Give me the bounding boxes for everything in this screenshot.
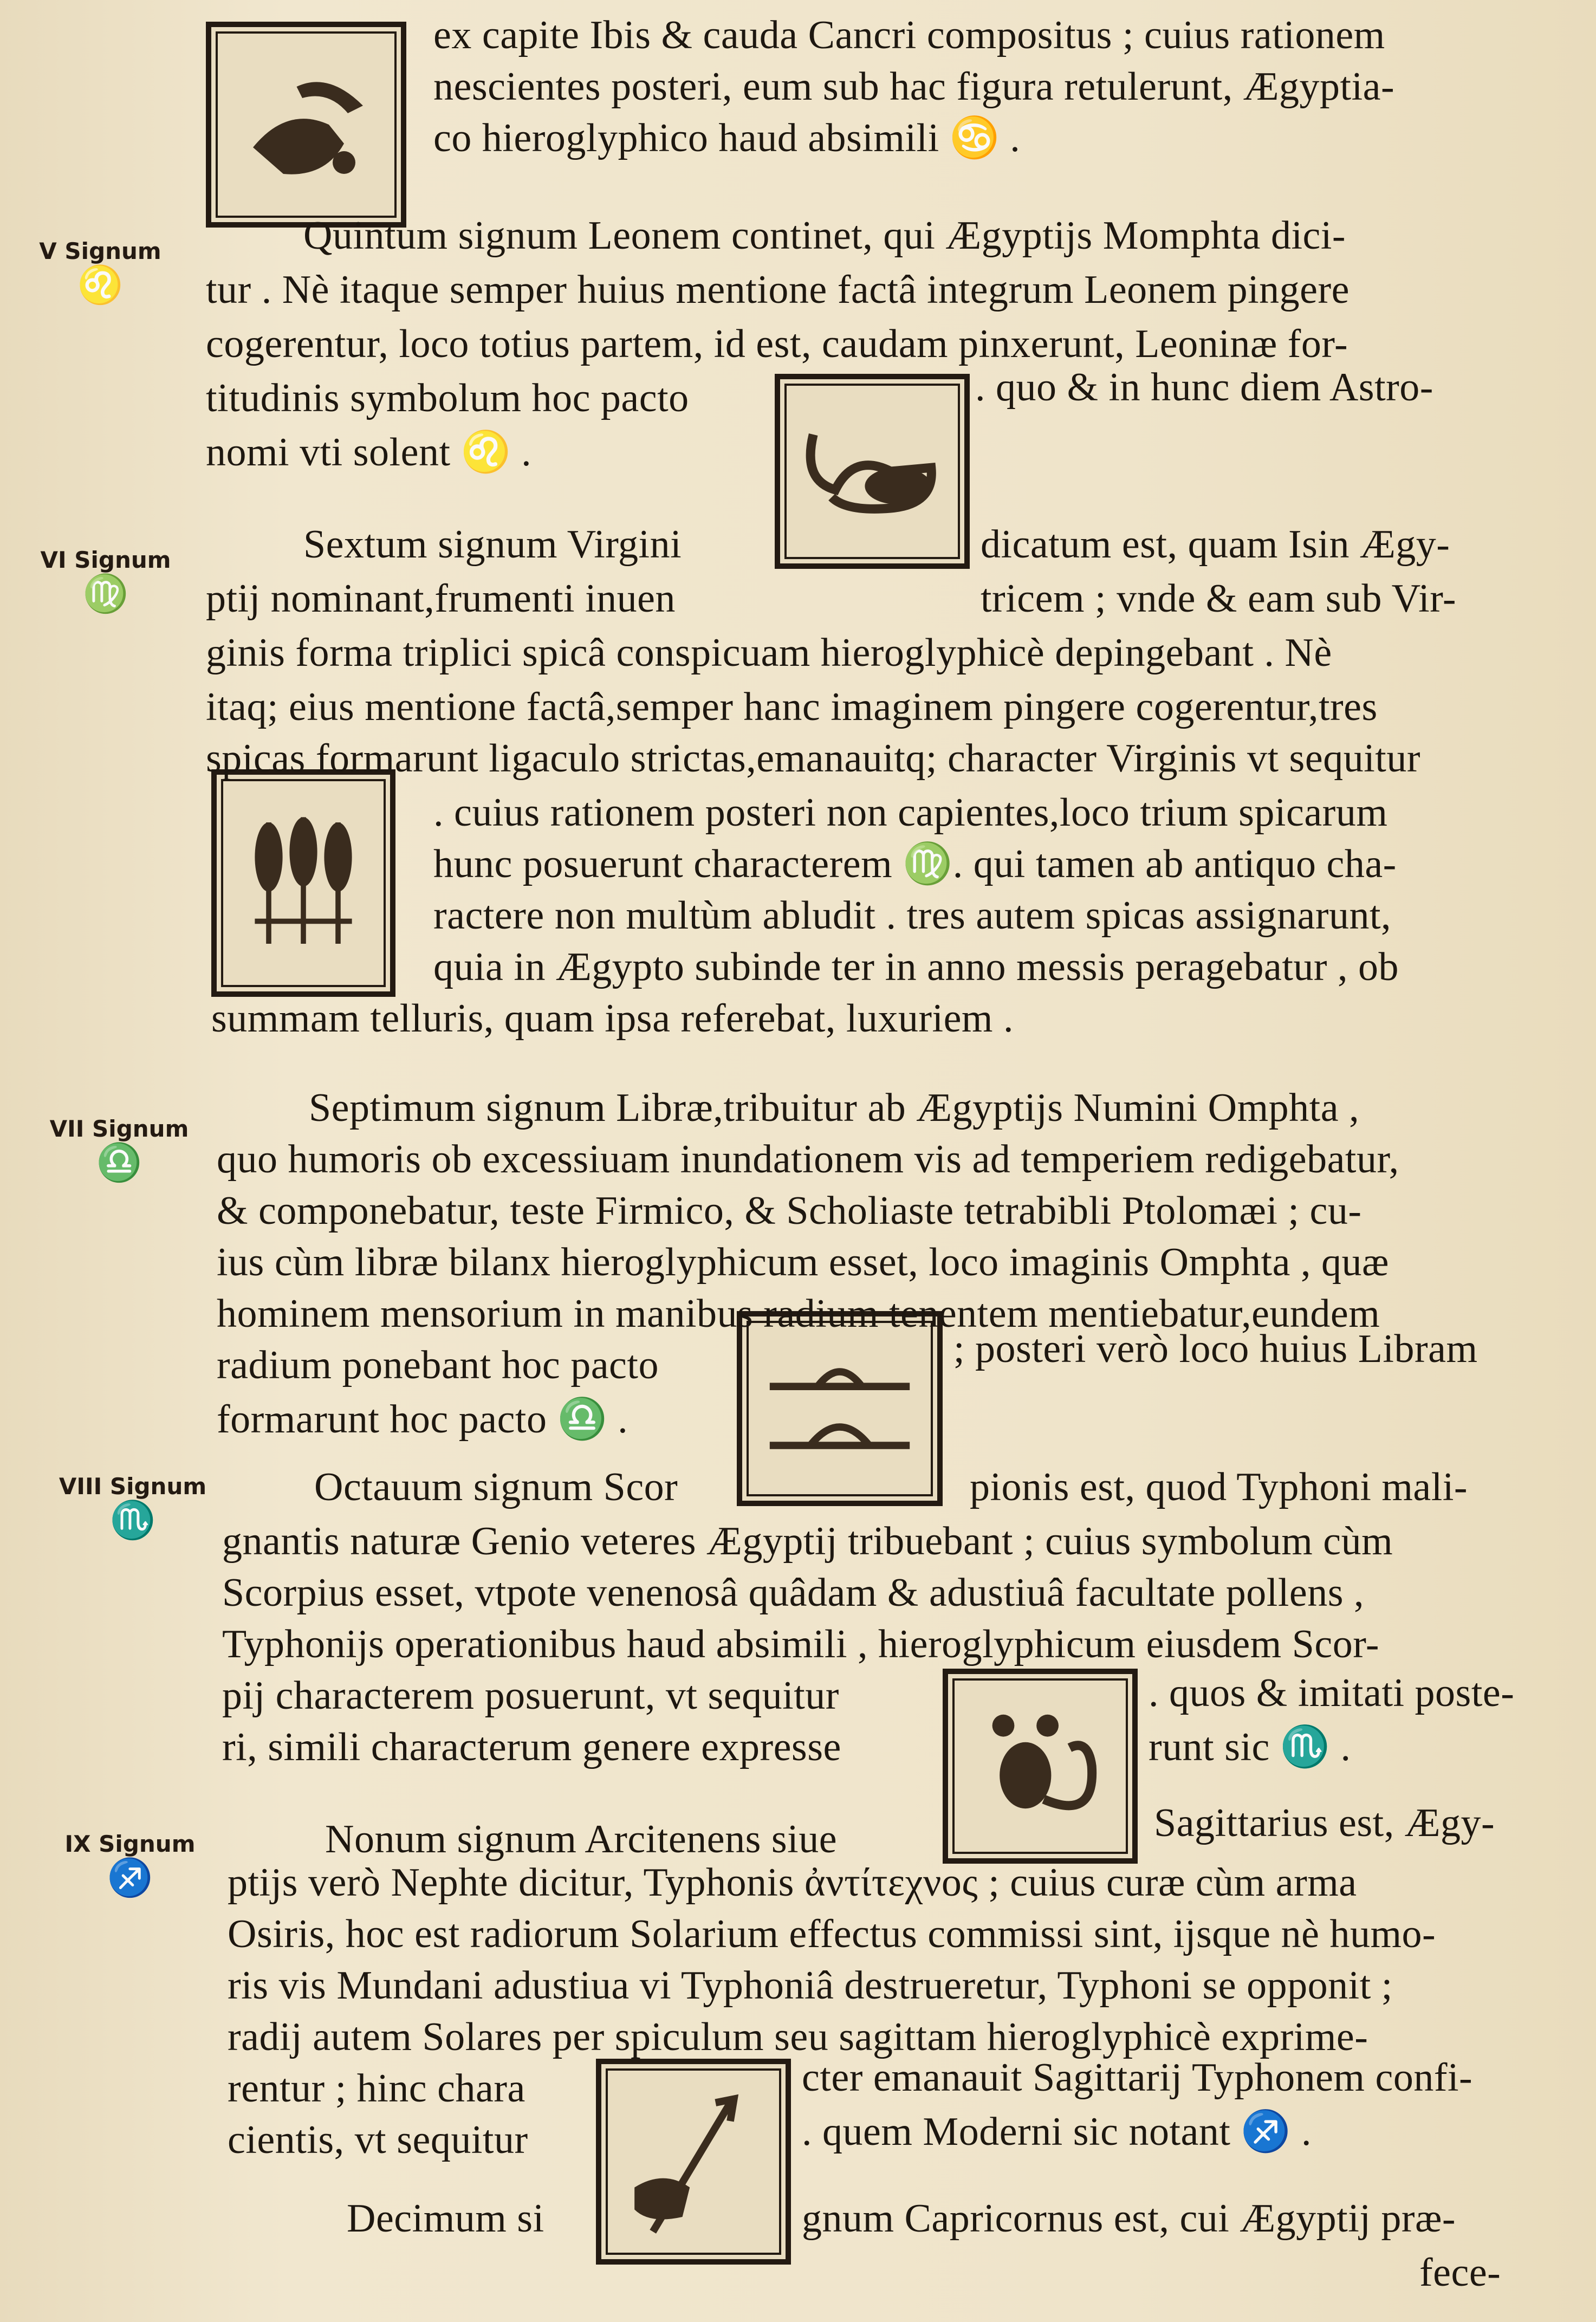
margin-note-ix: IX Signum ♐	[64, 1831, 196, 1899]
text-line: cientis, vt sequitur	[228, 2118, 528, 2162]
text-line: ptij nominant,frumenti inuen	[206, 576, 676, 621]
text-line: . cuius rationem posteri non capientes,loco trium spicarum	[433, 790, 1388, 835]
text-line: cogerentur, loco totius partem, id est, caudam pinxerunt, Leoninæ for-	[206, 322, 1348, 366]
text-line: Quintum signum Leonem continet, qui Ægyptijs Momphta dici-	[303, 213, 1346, 258]
text-line: Typhonijs operationibus haud absimili , hieroglyphicum eiusdem Scor-	[222, 1622, 1380, 1666]
text-line: tricem ; vnde & eam sub Vir-	[981, 576, 1457, 621]
text-line: ius cùm libræ bilanx hieroglyphicum esset, loco imaginis Omphta , quæ	[217, 1240, 1389, 1285]
text-line: ginis forma triplici spicâ conspicuam hieroglyphicè depingebant . Nè	[206, 631, 1332, 675]
text-line: radium ponebant hoc pacto	[217, 1343, 659, 1387]
text-line: rentur ; hinc chara	[228, 2066, 525, 2111]
text-line: formarunt hoc pacto ♎ .	[217, 1397, 628, 1442]
text-line: Decimum si	[347, 2196, 544, 2241]
text-line: nomi vti solent ♌ .	[206, 430, 532, 475]
text-line: titudinis symbolum hoc pacto	[206, 376, 689, 420]
text-line: radij autem Solares per spiculum seu sagittam hieroglyphicè exprime-	[228, 2015, 1368, 2059]
margin-note-v: V Signum ♌	[39, 238, 161, 307]
text-line: Osiris, hoc est radiorum Solarium effectus commissi sint, ijsque nè humo-	[228, 1912, 1436, 1956]
text-line: co hieroglyphico haud absimili ♋ .	[433, 116, 1021, 160]
text-line: itaq; eius mentione factâ,semper hanc imaginem pingere cogerentur,tres	[206, 685, 1378, 729]
text-line: quo humoris ob excessiuam inundationem vis ad temperiem redigebatur,	[217, 1137, 1399, 1182]
margin-note-viii: VIII Signum ♏	[59, 1473, 207, 1542]
text-line: nescientes posteri, eum sub hac figura retulerunt, Ægyptia-	[433, 64, 1395, 109]
text-line: hunc posuerunt characterem ♍. qui tamen ab antiquo cha-	[433, 842, 1397, 886]
text-line: dicatum est, quam Isin Ægy-	[981, 522, 1450, 567]
balance-woodcut-icon	[737, 1311, 943, 1506]
text-line: ; posteri verò loco huius Libram	[953, 1327, 1478, 1371]
wheat-sheaf-woodcut-icon	[211, 769, 395, 997]
text-line: gnantis naturæ Genio veteres Ægyptij tribuebant ; cuius symbolum cùm	[222, 1519, 1393, 1564]
text-line: fece-	[1419, 2250, 1501, 2295]
margin-note-vii: VII Signum ♎	[49, 1115, 189, 1184]
text-line: gnum Capricornus est, cui Ægyptij præ-	[802, 2196, 1456, 2241]
text-line: runt sic ♏ .	[1149, 1725, 1351, 1769]
text-line: cter emanauit Sagittarij Typhonem confi-	[802, 2055, 1473, 2100]
text-line: ptijs verò Nephte dicitur, Typhonis ἀντίτεχνος ; cuius curæ cùm arma	[228, 1860, 1357, 1905]
lion-tail-woodcut-icon	[775, 374, 970, 569]
scorpion-woodcut-icon	[943, 1669, 1138, 1864]
text-line: ri, simili characterum genere expresse	[222, 1725, 841, 1769]
text-line: summam telluris, quam ipsa referebat, luxuriem .	[211, 996, 1014, 1041]
text-line: Septimum signum Libræ,tribuitur ab Ægyptijs Numini Omphta ,	[309, 1086, 1360, 1130]
arrow-hand-woodcut-icon	[596, 2059, 791, 2265]
text-line: & componebatur, teste Firmico, & Scholiaste tetrabibli Ptolomæi ; cu-	[217, 1189, 1362, 1233]
text-line: ex capite Ibis & cauda Cancri compositus ; cuius rationem	[433, 13, 1385, 57]
text-line: Octauum signum Scor	[314, 1465, 678, 1509]
text-line: . quem Moderni sic notant ♐ .	[802, 2110, 1312, 2154]
text-line: spicas formarunt ligaculo strictas,emanauitq; character Virginis vt sequitur	[206, 736, 1420, 781]
text-line: . quo & in hunc diem Astro-	[975, 365, 1433, 410]
text-line: Sextum signum Virgini	[303, 522, 682, 567]
text-line: quia in Ægypto subinde ter in anno messis peragebatur , ob	[433, 945, 1399, 989]
text-line: Nonum signum Arcitenens siue	[325, 1817, 838, 1862]
text-line: ris vis Mundani adustiua vi Typhoniâ destrueretur, Typhoni se opponit ;	[228, 1963, 1393, 2008]
text-line: . quos & imitati poste-	[1149, 1671, 1515, 1715]
text-line: pij characterem posuerunt, vt sequitur	[222, 1674, 839, 1718]
ibis-crab-woodcut-icon	[206, 22, 406, 228]
text-line: Sagittarius est, Ægy-	[1154, 1801, 1495, 1845]
text-line: hominem mensorium in manibus radium tenentem mentiebatur,eundem	[217, 1292, 1380, 1336]
margin-note-vi: VI Signum ♍	[40, 547, 171, 615]
text-line: Scorpius esset, vtpote venenosâ quâdam & adustiuâ facultate pollens ,	[222, 1571, 1365, 1615]
text-line: ractere non multùm abludit . tres autem spicas assignarunt,	[433, 893, 1392, 938]
text-line: pionis est, quod Typhoni mali-	[970, 1465, 1468, 1509]
text-line: tur . Nè itaque semper huius mentione factâ integrum Leonem pingere	[206, 268, 1350, 312]
